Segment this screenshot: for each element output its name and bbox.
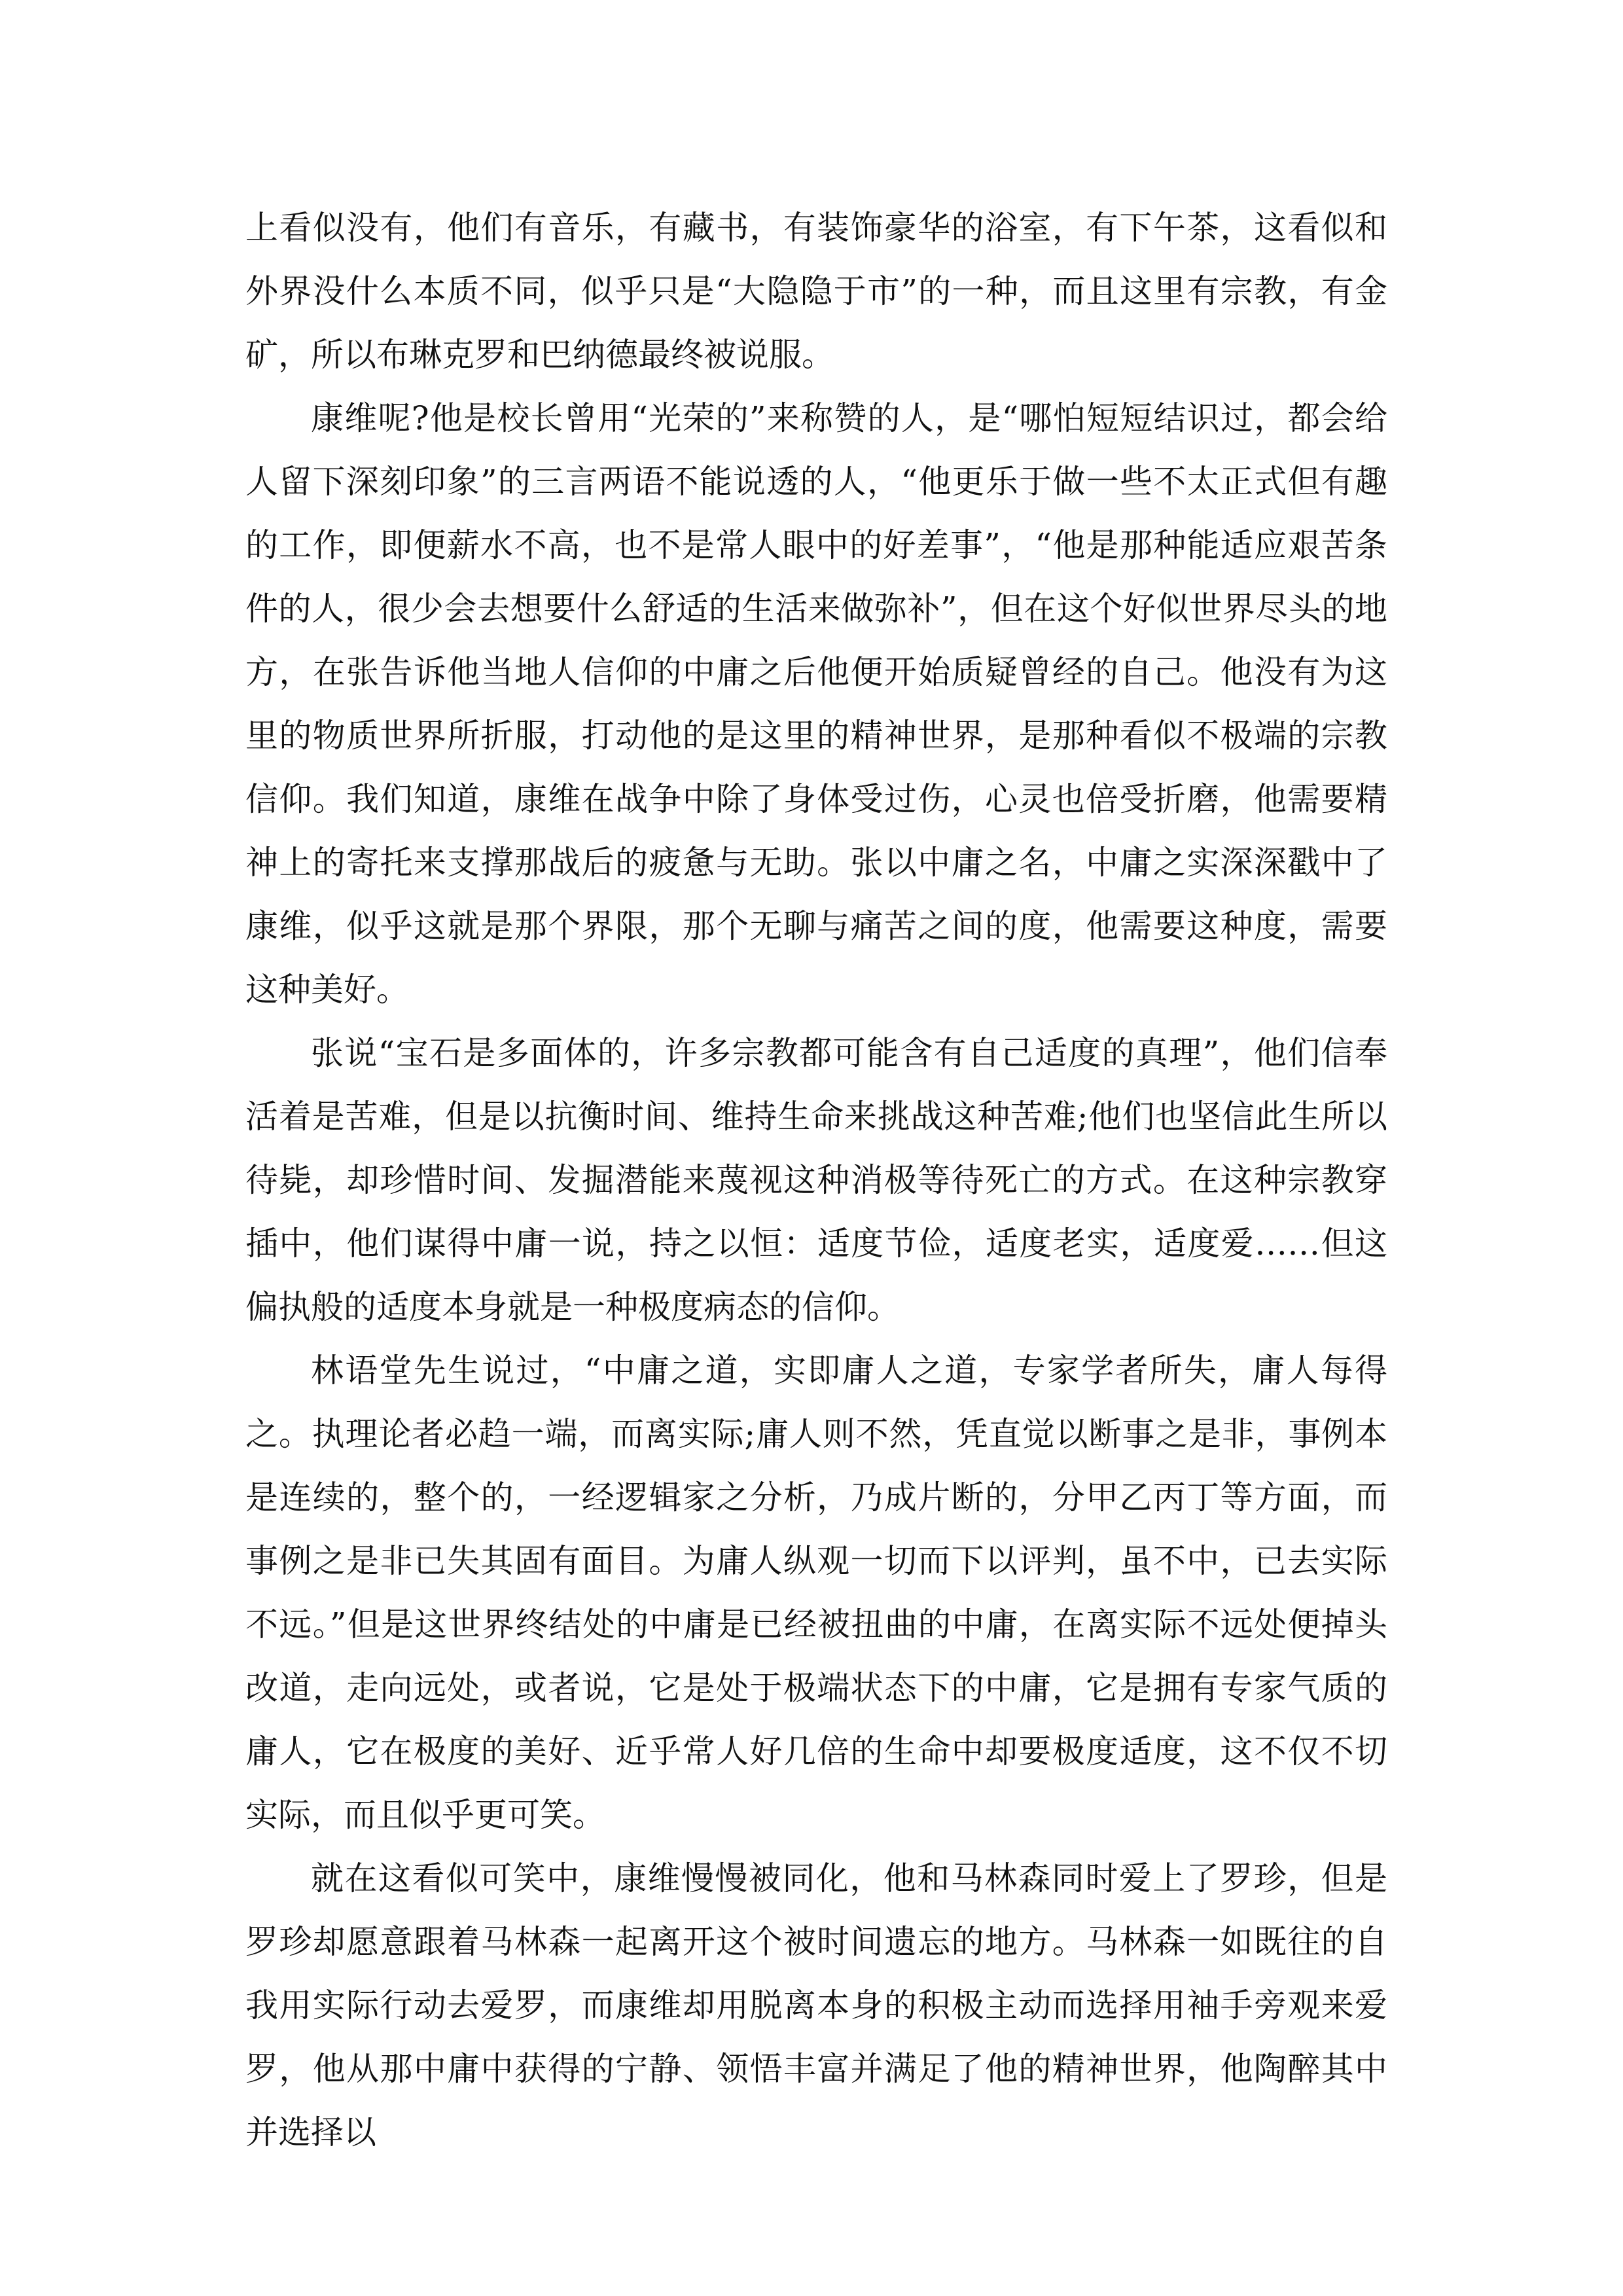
document-body [245, 196, 1387, 2164]
paragraph-1: 上看似没有，他们有音乐，有藏书，有装饰豪华的浴室，有下午茶，这看似和外界没什么本质不同，似乎只是“大隐隐于市”的一种，而且这里有宗教，有金矿，所以布琳克罗和巴纳德最终被说服。 [245, 209, 1387, 374]
paragraph-2: 康维呢?他是校长曾用“光荣的”来称赞的人，是“哪怕短短结识过，都会给人留下深刻印象”的三言两语不能说透的人，“他更乐于做一些不太正式但有趣的工作，即便薪水不高，也不是常人眼中的好差事”，“他是那种能适应艰苦条件的人，很少会去想要什么舒适的生活来做弥补”，但在这个好似世界尽头的地方，在张告诉他当地人信仰的中庸之后他便开始质疑曾经的自己。他没有为这里的物质世界所折服，打动他的是这里的精神世界，是那种看似不极端的宗教信仰。我们知道，康维在战争中除了身体受过伤，心灵也倍受折磨，他需要精神上的寄托来支撑那战后的疲惫与无助。张以中庸之名，中庸之实深深戳中了康维，似乎这就是那个界限，那个无聊与痛苦之间的度，他需要这种度，需要这种美好。 [245, 399, 1387, 1009]
paragraph-3: 张说“宝石是多面体的，许多宗教都可能含有自己适度的真理”，他们信奉活着是苦难，但是以抗衡时间、维持生命来挑战这种苦难;他们也坚信此生所以待毙，却珍惜时间、发掘潜能来蔑视这种消极等待死亡的方式。在这种宗教穿插中，他们谋得中庸一说，持之以恒：适度节俭，适度老实，适度爱……但这偏执般的适度本身就是一种极度病态的信仰。 [245, 1034, 1387, 1326]
paragraph-5: 就在这看似可笑中，康维慢慢被同化，他和马林森同时爱上了罗珍，但是罗珍却愿意跟着马林森一起离开这个被时间遗忘的地方。马林森一如既往的自我用实际行动去爱罗，而康维却用脱离本身的积极主动而选择用袖手旁观来爱罗，他从那中庸中获得的宁静、领悟丰富并满足了他的精神世界，他陶醉其中并选择以 [245, 1859, 1387, 2151]
paragraph-4: 林语堂先生说过，“中庸之道，实即庸人之道，专家学者所失，庸人每得之。执理论者必趋一端，而离实际;庸人则不然，凭直觉以断事之是非，事例本是连续的，整个的，一经逻辑家之分析，乃成片断的，分甲乙丙丁等方面，而事例之是非已失其固有面目。为庸人纵观一切而下以评判，虽不中，已去实际不远。”但是这世界终结处的中庸是已经被扭曲的中庸，在离实际不远处便掉头改道，走向远处，或者说，它是处于极端状态下的中庸，它是拥有专家气质的庸人，它在极度的美好、近乎常人好几倍的生命中却要极度适度，这不仅不切实际，而且似乎更可笑。 [245, 1352, 1387, 1834]
